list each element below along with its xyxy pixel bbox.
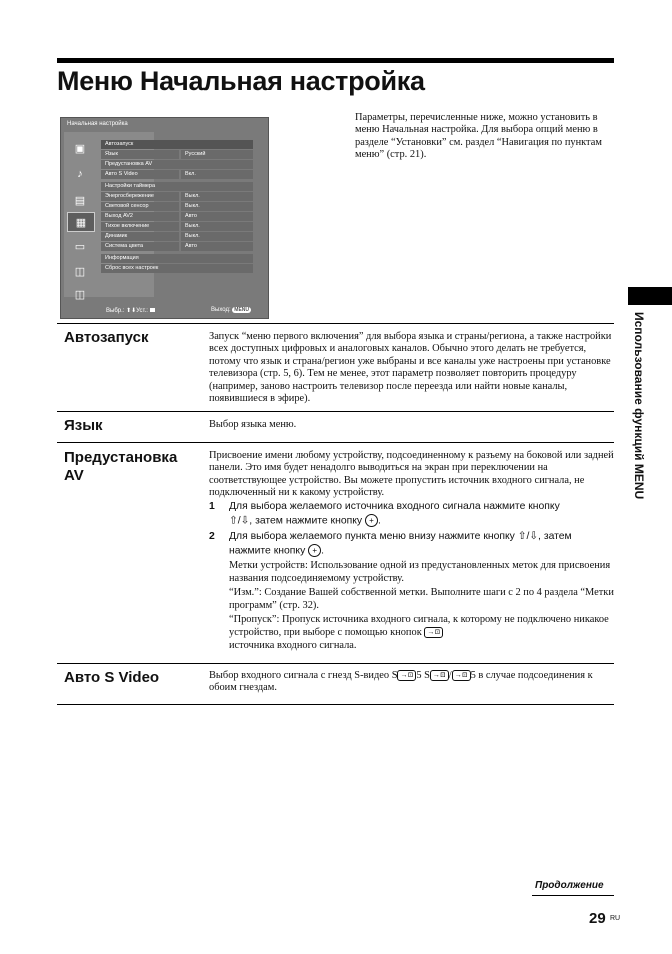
osd-title: Начальная настройка — [67, 121, 128, 127]
osd-footer-right: Выход: MENU — [211, 307, 250, 313]
setup-icon: ▦ — [67, 212, 95, 232]
section-rule — [57, 323, 614, 324]
menu-badge: MENU — [234, 307, 250, 313]
osd-row-light-sensor: Световой сенсор Выкл. — [101, 202, 253, 211]
picture-icon: ▣ — [74, 142, 86, 155]
page-title: Меню Начальная настройка — [57, 66, 425, 96]
section-title-auto-svideo: Авто S Video — [64, 669, 160, 686]
osd-row-av2-out: Выход AV2 Авто — [101, 212, 253, 221]
osd-row-power-saving: Энергосбережение Выкл. — [101, 192, 253, 201]
osd-row-quiet-on: Тихое включение Выкл. — [101, 222, 253, 231]
note-edit: “Изм.”: Создание Вашей собственной метки. Выполните шаги с 2 по 4 раздела “Метки программ” (стр. 32). — [229, 587, 614, 611]
step-2: 2 Для выбора желаемого пункта меню внизу нажмите кнопку ⇧/⇩, затем нажмите кнопку + . — [209, 531, 572, 557]
continued-label: Продолжение — [535, 880, 604, 891]
page-language: RU — [610, 915, 621, 922]
osd-row-language: Язык Русский — [101, 150, 253, 159]
continued-rule — [532, 895, 614, 896]
osd-row-info: Информация — [101, 254, 253, 263]
osd-row-color-system: Система цвета Авто — [101, 242, 253, 251]
pc-icon: ▭ — [74, 240, 86, 253]
osd-row-autostart: Автозапуск — [101, 140, 253, 149]
digital-tuning-icon: ◫ — [74, 288, 86, 301]
analog-tuning-icon: ◫ — [74, 265, 86, 278]
osd-row-speaker: Динамик Выкл. — [101, 232, 253, 241]
section-rule — [57, 663, 614, 664]
section-rule — [57, 704, 614, 705]
section-body-language: Выбор языка меню. — [209, 419, 297, 430]
note-device-labels: Метки устройств: Использование одной из предустановленных меток для присвоения названия подсоединяемому устройству. — [229, 560, 611, 584]
top-rule — [57, 58, 614, 63]
section-rule — [57, 442, 614, 443]
section-title-language: Язык — [64, 417, 103, 434]
sound-icon: ♪ — [77, 168, 83, 180]
osd-row-timer: Настройки таймера — [101, 182, 253, 191]
osd-row-av-preset: Предустановка AV — [101, 160, 253, 169]
screen-icon: ▤ — [74, 194, 86, 207]
intro-text: Параметры, перечисленные ниже, можно установить в меню Начальная настройка. Для выбора опций меню в разделе “Установки” см. раздел “Навигация по пунктам меню” (стр. 21). — [355, 112, 602, 161]
osd-row-reset: Сброс всех настроек — [101, 264, 253, 273]
side-label: Использование функций MENU — [632, 312, 646, 500]
section-body-auto-svideo: Выбор входного сигнала с гнезд S-видео S →⊡ 5 S →⊡ / →⊡ 5 в случае подсоединения к обоим гнездам. — [209, 670, 593, 694]
section-body-autostart: Запуск “меню первого включения” для выбора языка и страны/региона, а также настройки всех доступных цифровых и аналоговых каналов. Обычно этого делать не требуется, потому что язык и страна/регион уже выбраны и все каналы уже настроены при установке телевизора (стр. 5, 6). Тем не менее, этот параметр позволяет повторить процедуру (например, заново настроить телевизор после переезда или найти новые каналы, появившиеся в эфире). — [209, 331, 612, 405]
section-body-av-preset: Присвоение имени любому устройству, подсоединенному к разъему на боковой или задней панели. Это имя будет ненадолго выводиться на экран при переключении на соответствующее устройство. Вы можете пропустить источник входного сигнала, не подключенный ни к какому устройству. — [209, 450, 614, 499]
step-1: 1 Для выбора желаемого источника входного сигнала нажмите кнопку ⇧/⇩, затем нажмите кнопку + . — [209, 501, 560, 527]
svideo-input-icon: →⊡ — [430, 670, 449, 681]
osd-footer-left: Выбр.: ⬆⬇Уст.: — [106, 307, 155, 314]
input-select-icon: →⊡ — [424, 627, 443, 638]
enter-button-icon: + — [308, 544, 321, 557]
input-icon: →⊡ — [452, 670, 471, 681]
page-number: 29 — [589, 910, 606, 927]
section-rule — [57, 411, 614, 412]
osd-row-auto-svideo: Авто S Video Вкл. — [101, 170, 253, 179]
svideo-input-icon: →⊡ — [397, 670, 416, 681]
osd-screenshot — [60, 117, 269, 319]
section-title-av-preset: Предустановка AV — [64, 449, 178, 484]
enter-button-icon: + — [365, 514, 378, 527]
side-tab-marker — [628, 287, 672, 305]
note-skip: “Пропуск”: Пропуск источника входного сигнала, к которому не подключено никакое устройство, при выборе с помощью кнопок →⊡ источника входного сигнала. — [229, 614, 609, 651]
section-title-autostart: Автозапуск — [64, 329, 149, 346]
